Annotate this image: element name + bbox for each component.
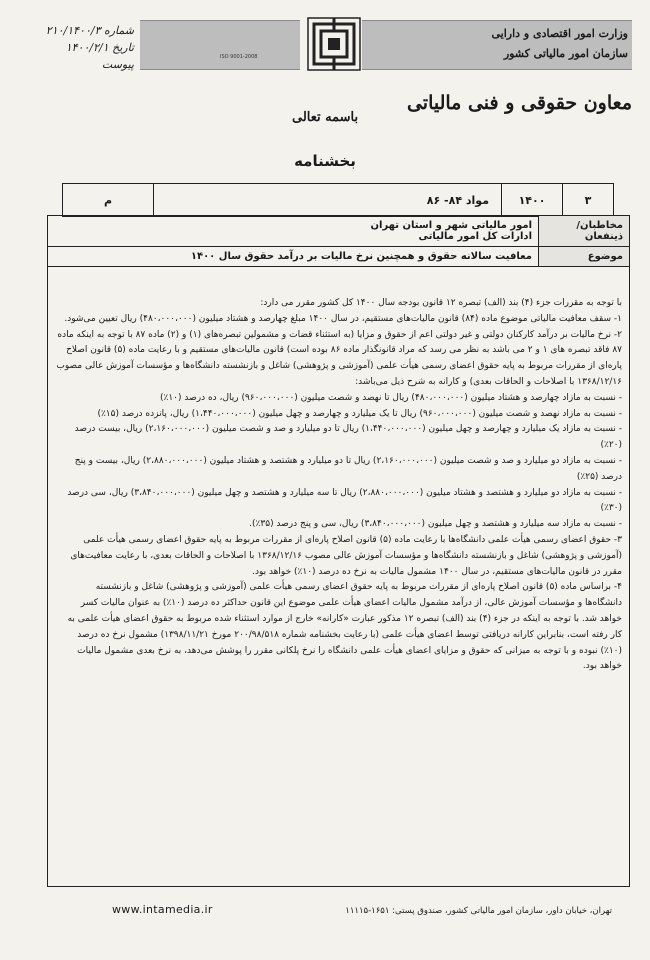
tax-organization-logo-icon: [306, 16, 362, 72]
audience-line: ادارات کل امور مالیاتی: [418, 231, 532, 242]
audience-line: امور مالیاتی شهر و استان تهران: [370, 220, 532, 231]
attachment-row: [14, 56, 134, 73]
audience-key: مخاطبان/ذینفعان: [539, 216, 630, 247]
body-paragraph: ۲- نرخ مالیات بر درآمد کارکنان دولتی و غیر دولتی اعم از حقوق و مزایا (به استثناء قضات و مشمولین تبصره‌های (۱) و (۲) ماده ۸۷ با توجه به اینکه ماده ۸۷ فاقد تبصره های ۱ و ۲ می باشد به نظر می رسد که مراد قانونگذار ماده ۸۶ بوده است) قانون مالیات‌های مستقیم و با رعایت ماده (۵) قانون اصلاح پاره‌ای از مقررات مربوط به پایه حقوق اعضای رسمی هیأت علمی (آموزشی و پژوهشی) شاغل و بازنشسته دانشگاه‌ها و مؤسسات آموزش عالی مصوب ۱۳۶۸/۱۲/۱۶ با اصلاحات و الحاقات بعدی) و کارانه به شرح ذیل می‌باشد:: [56, 329, 622, 387]
ministry-header: [491, 24, 628, 64]
body-paragraph: ۱- سقف معافیت مالیاتی موضوع ماده (۸۴) قانون مالیات‌های مستقیم، در سال ۱۴۰۰ مبلغ چهارصد و هشتاد میلیون (۴۸۰،۰۰۰،۰۰۰) ریال تعیین می‌شود.: [64, 313, 622, 324]
tax-bracket-item: - نسبت به مازاد دو میلیارد و صد و شصت میلیون (۲،۱۶۰،۰۰۰،۰۰۰) ریال تا دو میلیارد و هشتصد و هشتاد میلیون (۲،۸۸۰،۰۰۰،۰۰۰) ریال، بیست و پنج درصد (۲۵٪): [74, 455, 622, 482]
subject-row: [48, 247, 630, 267]
body-paragraph: ۳- حقوق اعضای رسمی هیأت علمی دانشگاه‌ها با رعایت ماده (۵) قانون اصلاح پاره‌ای از مقررات مربوط به پایه حقوق اعضای رسمی هیأت علمی (آموزشی و پژوهشی) شاغل و بازنشسته دانشگاه‌ها و مؤسسات آموزش عالی مصوب ۱۳۶۸/۱۲/۱۶ با اصلاحات و الحاقات بعدی، با رعایت معافیت‌های مقرر در قانون مالیات‌های مستقیم، در سال ۱۴۰۰ مشمول مالیات به نرخ ده درصد (۱۰٪) خواهد بود.: [70, 534, 622, 577]
audience-value: [48, 216, 539, 247]
tax-bracket-item: - نسبت به مازاد یک میلیارد و چهارصد و چهل میلیون (۱،۴۴۰،۰۰۰،۰۰۰) ریال تا دو میلیارد و صد و شصت میلیون (۲،۱۶۰،۰۰۰،۰۰۰) ریال، بیست درصد (۲۰٪): [74, 424, 622, 451]
document-title: بخشنامه: [294, 152, 356, 170]
reference-articles: مواد ۸۴- ۸۶: [154, 184, 502, 217]
website-link[interactable]: www.intamedia.ir: [112, 903, 213, 916]
number-row: [14, 22, 134, 39]
number-label: شماره: [103, 24, 134, 37]
letterhead-bar-left: [140, 20, 300, 70]
deputy-title: معاون حقوقی و فنی مالیاتی: [406, 92, 632, 114]
attachment-label: پیوست: [101, 58, 134, 71]
body-paragraph: با توجه به مقررات جزء (۴) بند (الف) تبصره ۱۲ قانون بودجه سال ۱۴۰۰ کل کشور مقرر می دارد:: [260, 298, 622, 308]
organization-name: سازمان امور مالیاتی کشور: [503, 47, 628, 60]
invocation: باسمه تعالی: [292, 110, 359, 125]
body-paragraph: ۴- براساس ماده (۵) قانون اصلاح پاره‌ای از مقررات مربوط به پایه حقوق اعضای رسمی هیأت علمی (آموزشی و پژوهشی) شاغل و بازنشسته دانشگاه‌ها و مؤسسات آموزش عالی، از درآمد مشمول مالیات اعضای هیأت علمی موضوع این قانون حداکثر ده درصد (۱۰٪) به عنوان مالیات کسر خواهد شد. با توجه به اینکه در جزء (۴) بند (الف) تبصره ۱۲ مذکور عبارت «کارانه» خارج از موارد استثناء شده مربوط به حقوق اعضای هیأت علمی به کار رفته است، بنابراین کارانه دریافتی توسط اعضای هیأت علمی (با رعایت بخشنامه شماره ۲۰۰/۹۸/۵۱۸ مورخ ۱۳۹۸/۱۱/۲۱) مشمول نرخ ده درصد (۱۰٪) نبوده و با توجه به میزانی که حقوق و مزایای اعضای هیأت علمی دانشگاه را نرخ پلکانی مقرر را پوشش می‌دهد، به نرخ بعدی مشمول مالیات خواهد بود.: [67, 582, 622, 672]
ministry-name: وزارت امور اقتصادی و دارایی: [491, 27, 628, 40]
subject-value: معافیت سالانه حقوق و همچنین نرخ مالیات بر درآمد حقوق سال ۱۴۰۰: [48, 247, 539, 267]
header-table: [47, 215, 630, 267]
subject-key: موضوع: [539, 247, 630, 267]
reference-number: ۳: [563, 184, 614, 217]
reference-year: ۱۴۰۰: [502, 184, 563, 217]
tax-bracket-item: - نسبت به مازاد دو میلیارد و هشتصد و هشتاد میلیون (۲،۸۸۰،۰۰۰،۰۰۰) ریال تا سه میلیارد و هشتصد و چهل میلیون (۳،۸۴۰،۰۰۰،۰۰۰) ریال، سی درصد (۳۰٪): [67, 487, 622, 514]
tax-bracket-item: - نسبت به مازاد سه میلیارد و هشتصد و چهل میلیون (۳،۸۴۰،۰۰۰،۰۰۰) ریال، سی و پنج درصد (۳۵٪).: [249, 519, 622, 530]
tax-bracket-item: - نسبت به مازاد چهارصد و هشتاد میلیون (۴۸۰،۰۰۰،۰۰۰) ریال تا نهصد و شصت میلیون (۹۶۰،۰۰۰،۰۰۰) ریال، ده درصد (۱۰٪): [159, 392, 622, 403]
audience-row: [48, 216, 630, 247]
postal-address: تهران، خیابان داور، سازمان امور مالیاتی کشور، صندوق پستی: ۱۶۵۱-۱۱۱۱۵: [345, 906, 612, 916]
reference-table: [62, 183, 614, 217]
date-row: [14, 39, 134, 56]
registration-block: [14, 22, 134, 73]
reference-code: م: [63, 184, 154, 217]
date-label: تاریخ: [112, 41, 134, 54]
iso-label: ISO 9001-2008: [220, 54, 258, 60]
circular-body: [56, 296, 622, 675]
number-value: ۲۱۰/۱۴۰۰/۳: [45, 24, 101, 37]
tax-bracket-item: - نسبت به مازاد نهصد و شصت میلیون (۹۶۰،۰۰۰،۰۰۰) ریال تا یک میلیارد و چهارصد و چهل میلیون (۱،۴۴۰،۰۰۰،۰۰۰) ریال، پانزده درصد (۱۵٪): [97, 408, 622, 419]
date-value: ۱۴۰۰/۲/۱: [65, 41, 109, 54]
